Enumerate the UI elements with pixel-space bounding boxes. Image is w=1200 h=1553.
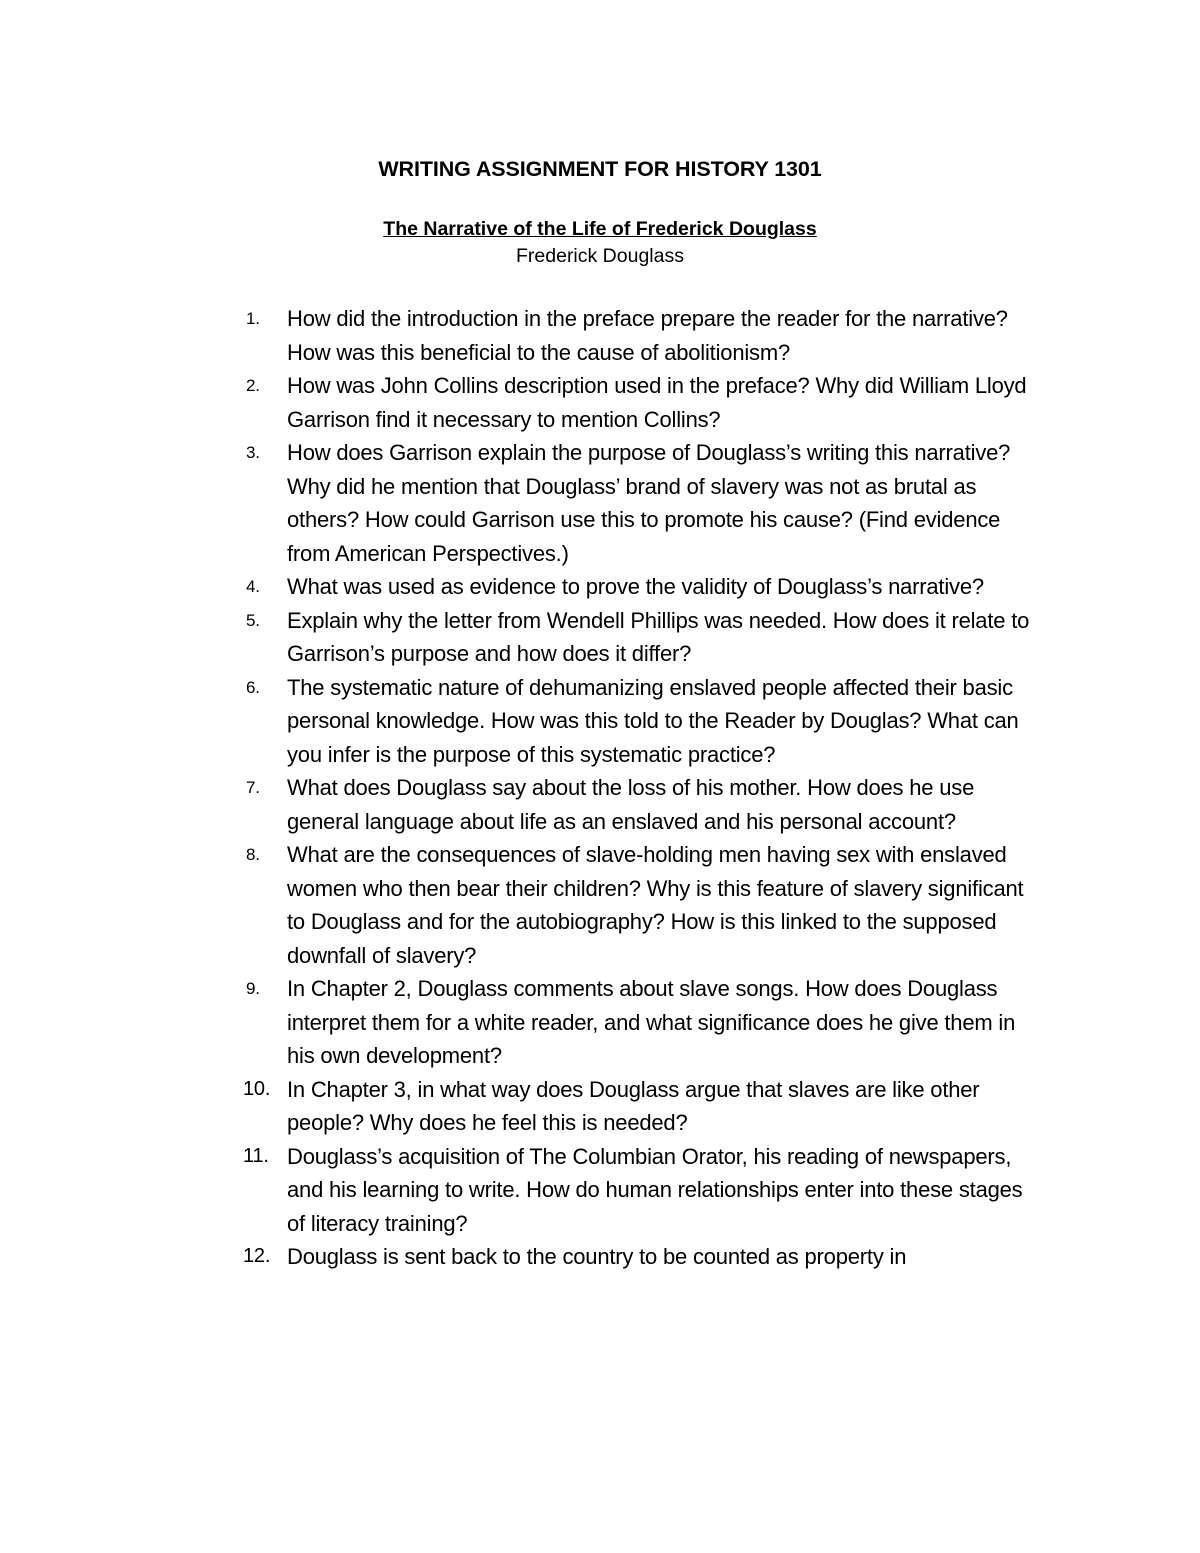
question-number: 3. xyxy=(246,443,260,462)
question-number: 11. xyxy=(243,1144,269,1167)
question-number: 1. xyxy=(246,309,260,328)
question-item-5 xyxy=(246,604,1046,671)
question-text: What was used as evidence to prove the validity of Douglass’s narrative? xyxy=(287,574,984,599)
question-item-7 xyxy=(246,771,1046,838)
question-item-9 xyxy=(246,972,1046,1073)
question-text: What are the consequences of slave-holding men having sex with enslaved women who then bear their children? Why is this feature of slavery significant to Douglass and for the autobiography? How is this linked to the supposed downfall of slavery? xyxy=(287,842,1024,968)
question-text: The systematic nature of dehumanizing enslaved people affected their basic personal knowledge. How was this told to the Reader by Douglas? What can you infer is the purpose of this systematic practice? xyxy=(287,674,1019,767)
question-text: How did the introduction in the preface prepare the reader for the narrative? How was this beneficial to the cause of abolitionism? xyxy=(287,306,1008,365)
question-item-4 xyxy=(246,570,1046,604)
question-text: What does Douglass say about the loss of his mother. How does he use general language about life as an enslaved and his personal account? xyxy=(287,775,975,834)
question-item-6 xyxy=(246,671,1046,772)
question-item-1 xyxy=(246,302,1046,369)
question-number: 6. xyxy=(246,677,260,697)
question-text: Douglass’s acquisition of The Columbian Orator, his reading of newspapers, and his learning to write. How do human relationships enter into these stages of literacy training? xyxy=(287,1143,1023,1236)
question-number: 9. xyxy=(246,979,260,998)
book-title: The Narrative of the Life of Frederick Douglass xyxy=(383,218,817,240)
question-text: Explain why the letter from Wendell Phillips was needed. How does it relate to Garrison’s purpose and how does it differ? xyxy=(287,607,1030,666)
question-list xyxy=(243,302,1046,1274)
question-number: 4. xyxy=(246,577,260,596)
question-item-8 xyxy=(246,838,1046,972)
question-number: 12. xyxy=(243,1245,271,1267)
question-number: 10. xyxy=(243,1077,271,1100)
question-text: In Chapter 2, Douglass comments about slave songs. How does Douglass interpret them for a white reader, and what significance does he give them in his own development? xyxy=(287,976,1016,1068)
question-number: 8. xyxy=(246,845,260,864)
question-item-3 xyxy=(246,436,1046,570)
question-text: How does Garrison explain the purpose of Douglass’s writing this narrative? Why did he mention that Douglass’ brand of slavery was not as brutal as others? How could Garrison use this to promote his cause? (Find evidence from American Perspectives.) xyxy=(287,440,1011,566)
question-text: How was John Collins description used in the preface? Why did William Lloyd Garrison find it necessary to mention Collins? xyxy=(287,373,1027,432)
book-author: Frederick Douglass xyxy=(516,245,684,267)
question-number: 2. xyxy=(246,376,260,395)
question-item-12 xyxy=(243,1240,1046,1274)
question-number: 7. xyxy=(246,778,260,797)
question-item-11 xyxy=(243,1140,1046,1241)
question-number: 5. xyxy=(246,610,260,630)
question-text: Douglass is sent back to the country to be counted as property in xyxy=(287,1244,907,1269)
question-item-10 xyxy=(243,1073,1046,1140)
question-item-2 xyxy=(246,369,1046,436)
question-text: In Chapter 3, in what way does Douglass argue that slaves are like other people? Why does he feel this is needed? xyxy=(287,1076,980,1135)
document-title: WRITING ASSIGNMENT FOR HISTORY 1301 xyxy=(378,157,822,181)
